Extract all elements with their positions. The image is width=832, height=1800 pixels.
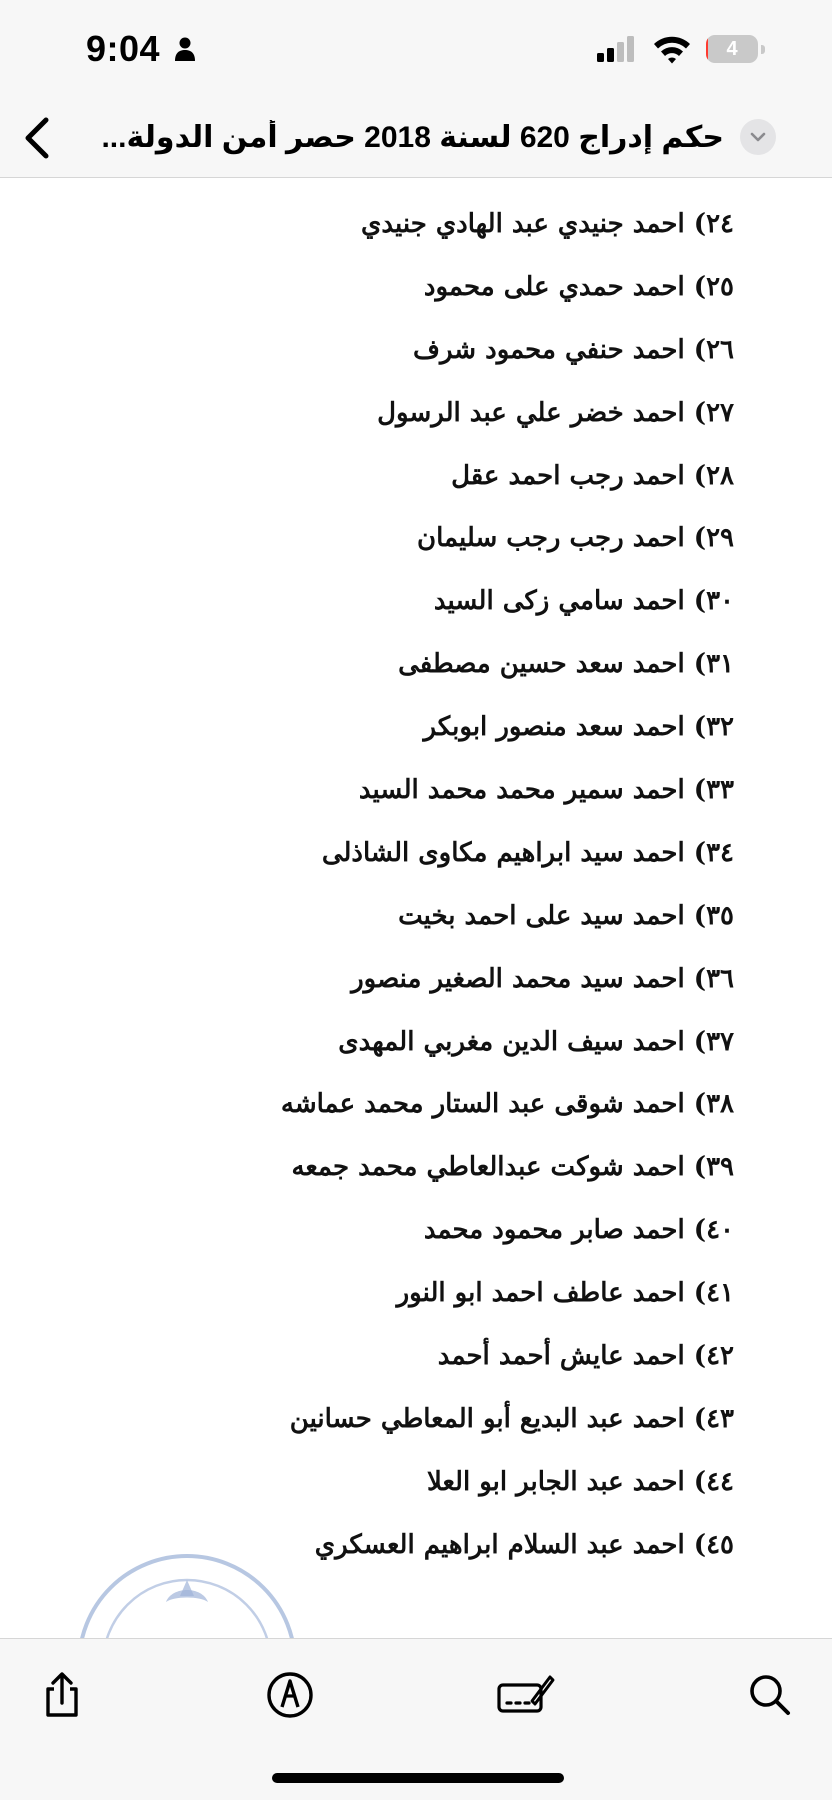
status-bar [0, 0, 832, 100]
status-time: 9:04 [86, 28, 161, 69]
name-row: ٢٨) احمد رجب احمد عقل [451, 460, 734, 491]
chevron-down-icon [749, 130, 767, 144]
name-row: ٢٩) احمد رجب رجب سليمان [416, 523, 734, 554]
name-row: ٣٣) احمد سمير محمد محمد السيد [358, 775, 734, 806]
name-row: ٢٦) احمد حنفي محمود شرف [413, 334, 734, 365]
wifi-icon [652, 34, 692, 64]
person-icon [174, 37, 196, 61]
name-row: ٢٥) احمد حمدي على محمود [423, 271, 734, 302]
names-list [281, 193, 734, 1577]
nav-bar [0, 100, 832, 178]
battery-level: 4 [726, 38, 738, 60]
battery-icon [706, 35, 766, 63]
document-title: حكم إدراج 620 لسنة 2018 حصر أمن الدولة... [101, 121, 724, 154]
court-stamp [62, 1546, 312, 1638]
battery-body [706, 35, 758, 63]
name-row: ٢٤) احمد جنيدي عبد الهادي جنيدي [361, 209, 734, 239]
share-icon[interactable] [34, 1667, 90, 1723]
name-row: ٤٤) احمد عبد الجابر ابو العلا [426, 1466, 734, 1497]
name-row: ٣٧) احمد سيف الدين مغربي المهدى [338, 1026, 734, 1057]
name-row: ٣٦) احمد سيد محمد الصغير منصور [351, 963, 734, 994]
name-row: ٣٢) احمد سعد منصور ابوبكر [423, 712, 734, 743]
title-menu-button[interactable] [740, 119, 776, 155]
document-page[interactable] [0, 178, 832, 1638]
battery-tip [761, 45, 765, 54]
chevron-left-icon[interactable] [14, 112, 62, 164]
name-row: ٣٠) احمد سامي زكى السيد [433, 586, 734, 617]
signature-icon[interactable] [496, 1667, 556, 1723]
markup-icon[interactable] [262, 1667, 318, 1723]
name-row: ٣٥) احمد سيد على احمد بخيت [398, 900, 734, 931]
name-row: ٣١) احمد سعد حسين مصطفى [398, 649, 734, 680]
name-row: ٤٥) احمد عبد السلام ابراهيم العسكري [314, 1529, 734, 1560]
name-row: ٢٧) احمد خضر علي عبد الرسول [377, 397, 734, 428]
name-row: ٣٨) احمد شوقى عبد الستار محمد عماشه [280, 1089, 734, 1120]
home-indicator [272, 1773, 564, 1783]
name-row: ٣٤) احمد سيد ابراهيم مكاوى الشاذلى [321, 837, 734, 868]
name-row: ٤١) احمد عاطف احمد ابو النور [396, 1278, 734, 1309]
name-row: ٤٢) احمد عايش أحمد أحمد [437, 1341, 734, 1372]
search-icon[interactable] [742, 1667, 798, 1723]
name-row: ٤٠) احمد صابر محمود محمد [423, 1215, 734, 1246]
name-row: ٣٩) احمد شوكت عبدالعاطي محمد جمعه [291, 1152, 734, 1183]
signal-icon [596, 36, 636, 62]
name-row: ٤٣) احمد عبد البديع أبو المعاطي حسانين [289, 1403, 734, 1434]
